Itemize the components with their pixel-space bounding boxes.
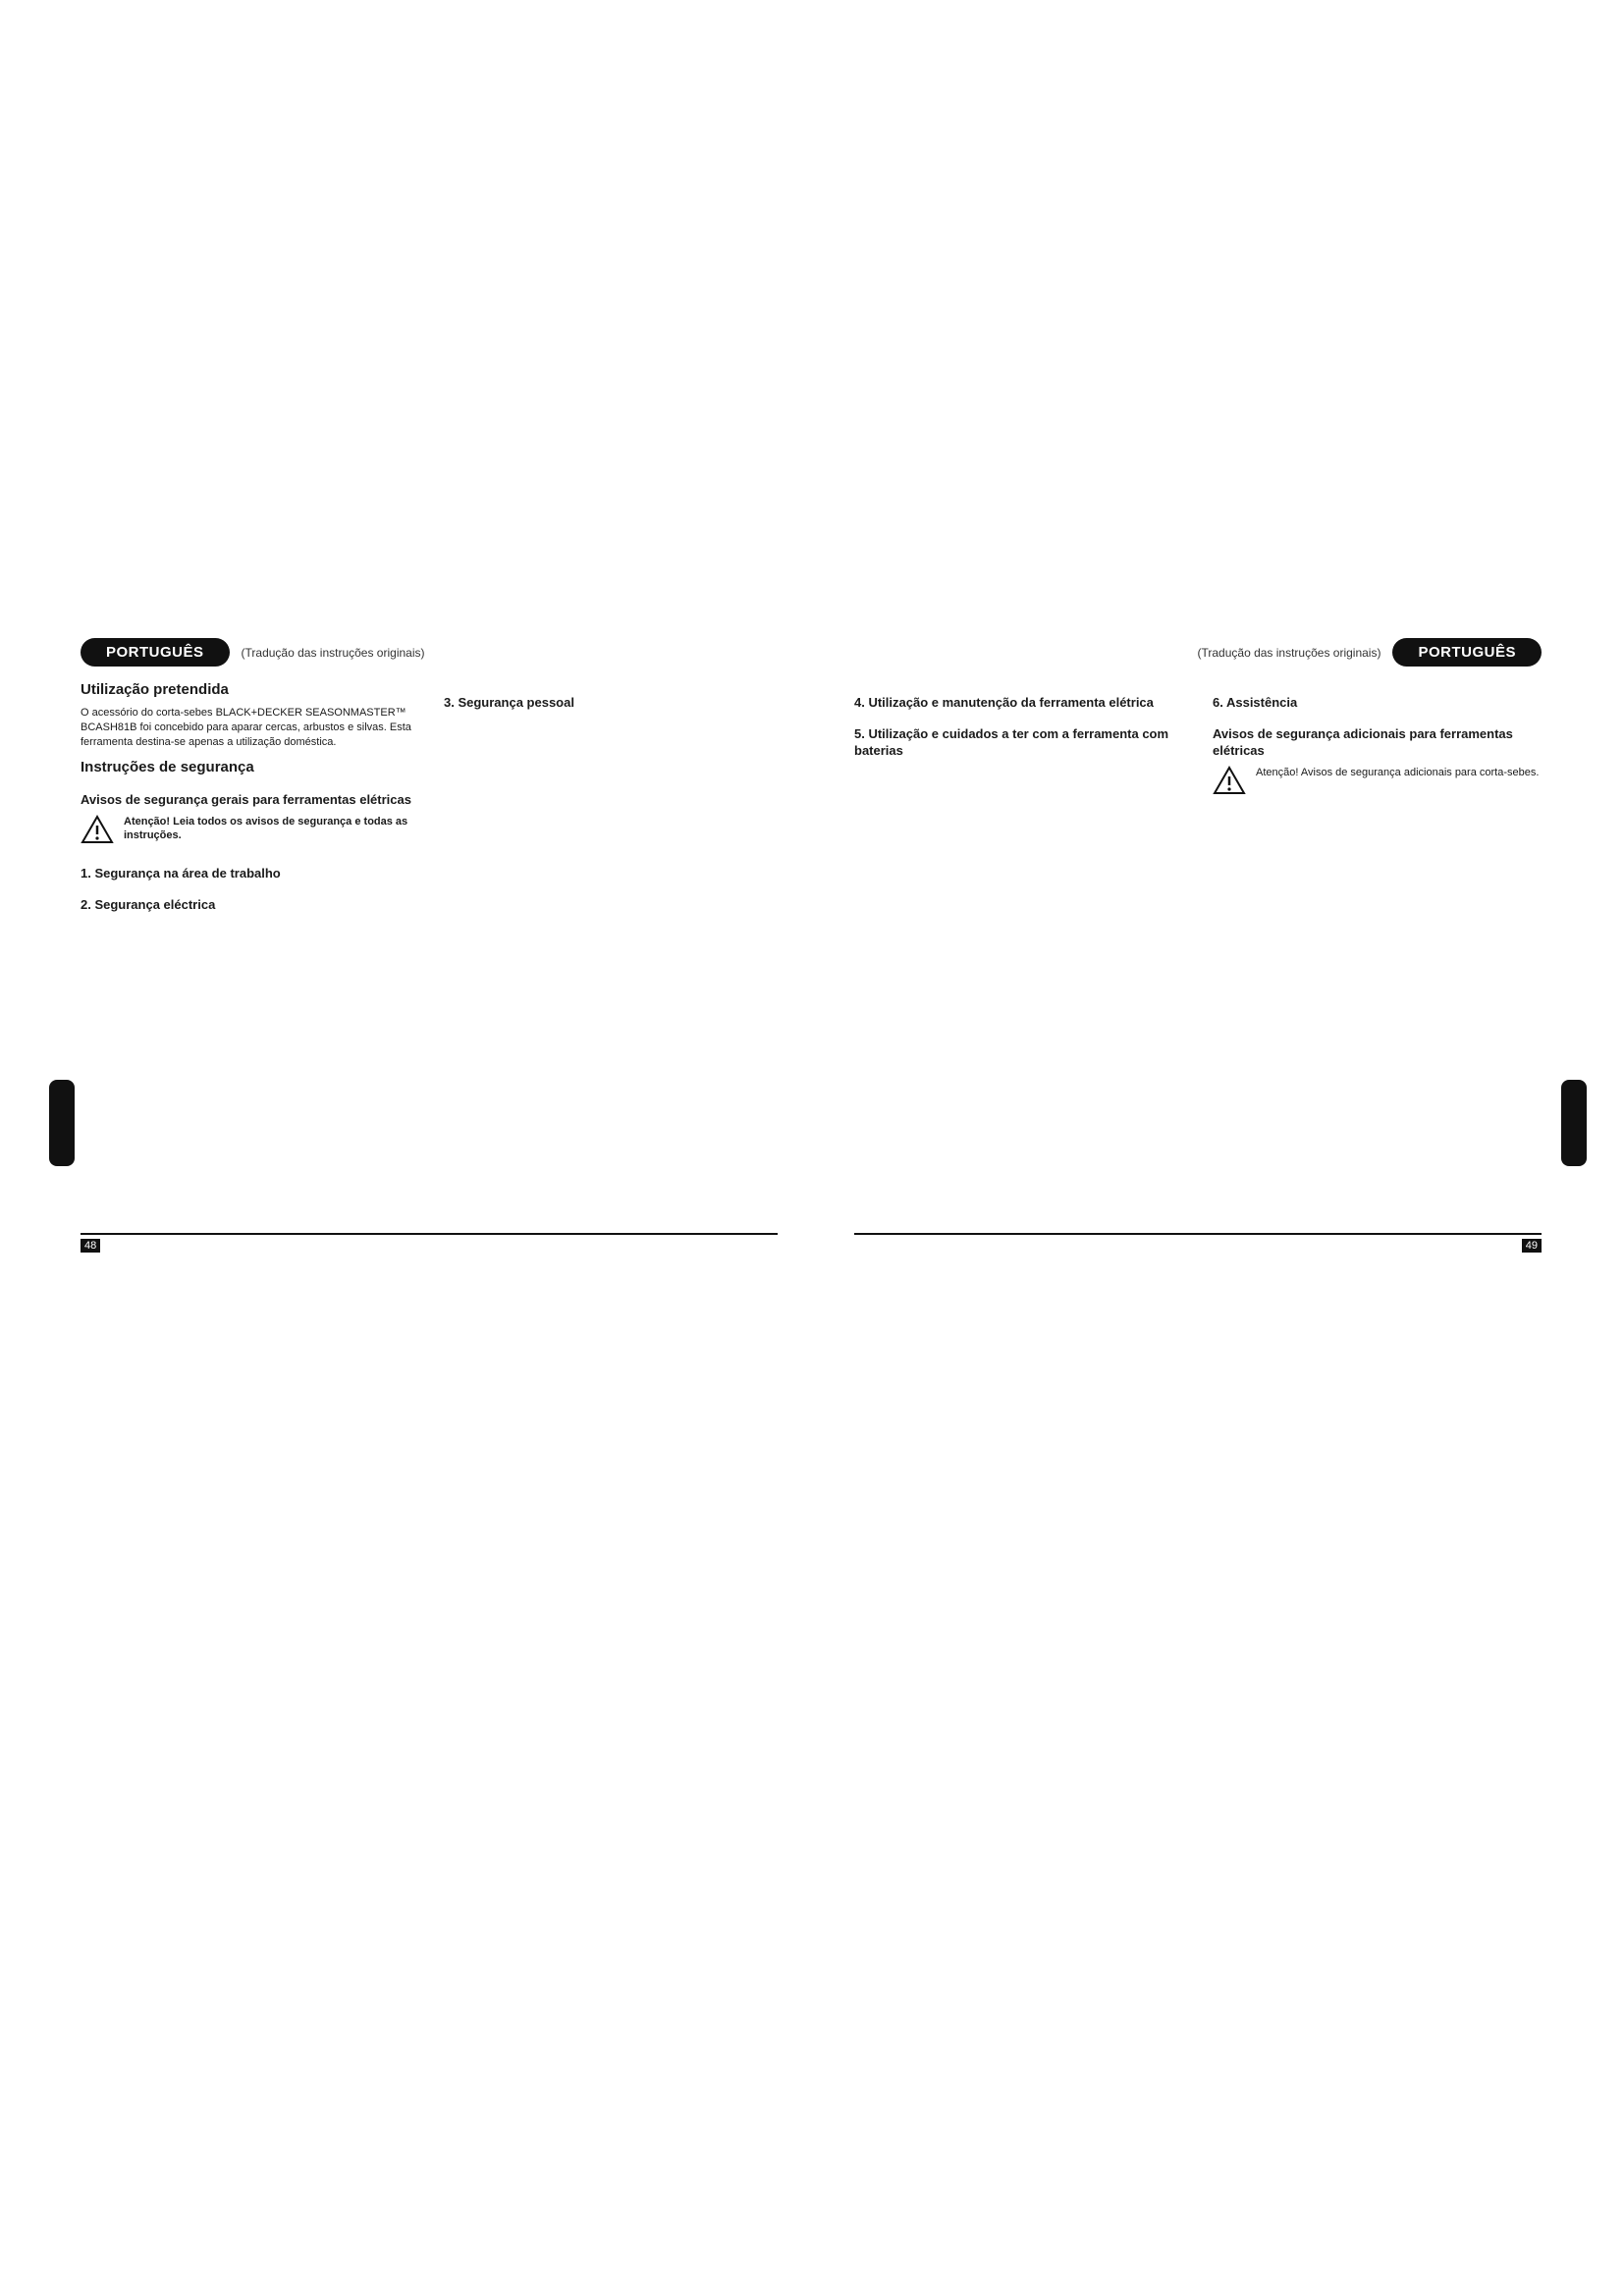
- intended-use-title: Utilização pretendida: [81, 681, 229, 698]
- warning-text: Atenção! Leia todos os avisos de segurança e todas as instruções.: [124, 815, 408, 842]
- left-column-2: [444, 680, 778, 919]
- translation-note: (Tradução das instruções originais): [241, 645, 425, 660]
- left-footer-rule: [81, 1233, 778, 1235]
- right-column-2: [1213, 680, 1542, 805]
- language-badge-right: PORTUGUÊS: [1392, 638, 1542, 667]
- right-header: [854, 638, 1542, 667]
- warning-triangle-icon: [81, 815, 114, 844]
- additional-warning-block: [1213, 766, 1542, 795]
- left-header: [81, 638, 778, 667]
- left-edge-tab: [49, 1080, 75, 1166]
- additional-warning-text: Atenção! Avisos de segurança adicionais para corta-sebes.: [1256, 766, 1540, 778]
- general-warnings-title: Avisos de segurança gerais para ferramentas elétricas: [81, 792, 411, 808]
- right-page: [854, 638, 1542, 1423]
- right-edge-tab: [1561, 1080, 1587, 1166]
- right-footer-rule: [854, 1233, 1542, 1235]
- warning-triangle-icon: [1213, 766, 1246, 795]
- section-5-title: 5. Utilização e cuidados a ter com a ferramenta com baterias: [854, 725, 1169, 759]
- warning-block: [81, 815, 414, 852]
- left-page: [81, 638, 778, 1423]
- page-number-right: 49: [1522, 1239, 1542, 1253]
- right-column-1: [854, 680, 1183, 805]
- section-1-title: 1. Segurança na área de trabalho: [81, 866, 281, 881]
- section-6-title: 6. Assistência: [1213, 695, 1298, 710]
- page-number-left: 48: [81, 1239, 100, 1253]
- section-4-title: 4. Utilização e manutenção da ferramenta elétrica: [854, 695, 1154, 710]
- section-3-title: 3. Segurança pessoal: [444, 695, 574, 710]
- safety-title: Instruções de segurança: [81, 758, 254, 775]
- intended-use-text: O acessório do corta-sebes BLACK+DECKER SEASONMASTER™ BCASH81B foi concebido para aparar cercas, arbustos e silvas. Esta ferramenta destina-se apenas a utilização doméstica.: [81, 707, 411, 748]
- left-column-1: [81, 680, 414, 919]
- language-badge: PORTUGUÊS: [81, 638, 230, 667]
- additional-warnings-title: Avisos de segurança adicionais para ferramentas elétricas: [1213, 725, 1513, 759]
- section-2-title: 2. Segurança eléctrica: [81, 896, 216, 912]
- translation-note-right: (Tradução das instruções originais): [1197, 645, 1381, 660]
